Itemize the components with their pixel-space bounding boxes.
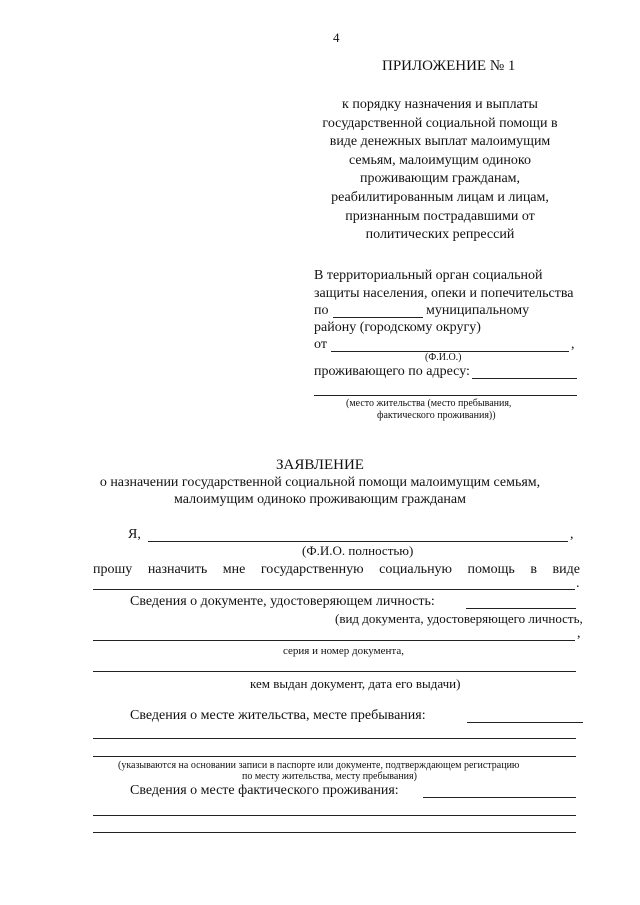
appendix-subtitle-line: реабилитированным лицам и лицам, xyxy=(331,189,549,205)
request-word: помощь xyxy=(467,562,515,577)
addressee-municipal: муниципальному xyxy=(426,303,530,318)
request-line xyxy=(93,562,580,578)
request-word: прошу xyxy=(93,562,133,577)
residence-note-1: (указываются на основании записи в паспорте или документе, подтверждающем регистрацию xyxy=(118,760,520,771)
addressee-ot: от xyxy=(314,337,327,352)
appendix-subtitle-line: государственной социальной помощи в xyxy=(322,115,558,131)
id-doc-label: Сведения о документе, удостоверяющем личность: xyxy=(130,594,435,609)
actual-residence-field-3[interactable] xyxy=(93,832,576,833)
full-name-field[interactable] xyxy=(148,541,568,542)
addressee-line-2: защиты населения, опеки и попечительства xyxy=(314,286,574,301)
statement-title: ЗАЯВЛЕНИЕ xyxy=(276,457,364,473)
address-field-2[interactable] xyxy=(314,395,577,396)
addressee-comma: , xyxy=(571,337,575,352)
appendix-subtitle-line: виде денежных выплат малоимущим xyxy=(329,134,551,150)
issued-caption: кем выдан документ, дата его выдачи) xyxy=(250,676,461,691)
body-comma-2: , xyxy=(577,626,581,641)
residence-caption-2: фактического проживания)) xyxy=(377,410,496,421)
actual-residence-label: Сведения о месте фактического проживания: xyxy=(130,783,399,798)
residence-field-1[interactable] xyxy=(467,722,583,723)
appendix-subtitle-line: семьям, малоимущим одиноко xyxy=(348,152,531,168)
actual-residence-field-2[interactable] xyxy=(93,815,576,816)
series-caption: серия и номер документа, xyxy=(283,645,404,657)
request-word: в xyxy=(530,562,537,577)
statement-subtitle-1: о назначении государственной социальной помощи малоимущим семьям, xyxy=(99,475,541,490)
addressee-residing: проживающего по адресу: xyxy=(314,364,470,379)
statement-subtitle-2: малоимущим одиноко проживающим гражданам xyxy=(174,492,466,507)
request-word: мне xyxy=(222,562,246,577)
residence-field-2[interactable] xyxy=(93,738,576,739)
id-doc-field-3[interactable] xyxy=(93,671,576,672)
appendix-title: ПРИЛОЖЕНИЕ № 1 xyxy=(382,58,516,74)
request-word: государственную xyxy=(260,562,364,577)
addressee-line-1: В территориальный орган социальной xyxy=(314,268,543,283)
id-doc-field[interactable] xyxy=(466,608,576,609)
id-doc-caption: (вид документа, удостоверяющего личность, xyxy=(335,611,583,626)
addressee-po: по xyxy=(314,303,329,318)
assistance-type-field[interactable] xyxy=(93,589,575,590)
appendix-subtitle-line: признанным пострадавшими от xyxy=(345,208,535,224)
addressee-district: району (городскому округу) xyxy=(314,320,481,335)
request-word: виде xyxy=(552,562,580,577)
municipality-field[interactable] xyxy=(333,317,423,318)
body-period: . xyxy=(576,576,580,591)
id-doc-field-2[interactable] xyxy=(93,640,575,641)
fio-full-caption: (Ф.И.О. полностью) xyxy=(302,543,414,558)
page-number: 4 xyxy=(333,30,340,45)
actual-residence-field-1[interactable] xyxy=(423,797,576,798)
residence-label: Сведения о месте жительства, месте пребывания: xyxy=(130,708,426,723)
request-word: социальную xyxy=(379,562,453,577)
fio-caption: (Ф.И.О.) xyxy=(425,352,462,363)
appendix-subtitle-line: к порядку назначения и выплаты xyxy=(342,97,538,112)
residence-note-2: по месту жительства, месту пребывания) xyxy=(242,771,417,782)
body-comma: , xyxy=(570,527,574,542)
residence-caption-1: (место жительства (место пребывания, xyxy=(346,398,512,409)
request-word: назначить xyxy=(147,562,208,577)
residence-field-3[interactable] xyxy=(93,756,576,757)
appendix-subtitle xyxy=(300,96,580,245)
address-field-1[interactable] xyxy=(472,378,577,379)
body-ya: Я, xyxy=(128,527,141,542)
appendix-subtitle-line: проживающим гражданам, xyxy=(359,171,521,187)
appendix-subtitle-line: политических репрессий xyxy=(365,227,515,243)
